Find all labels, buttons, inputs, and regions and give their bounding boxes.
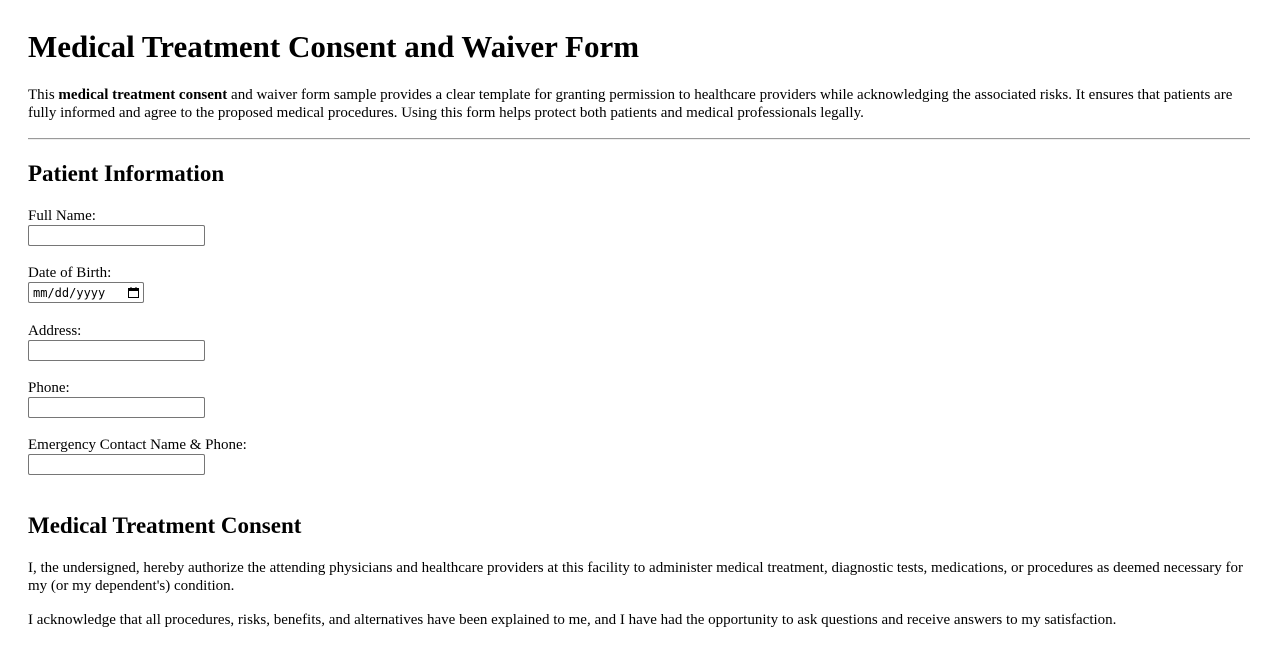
calendar-icon[interactable] xyxy=(128,287,139,298)
emergency-contact-label: Emergency Contact Name & Phone: xyxy=(28,437,247,453)
intro-suffix: and waiver form sample provides a clear template for granting permission to healthcare providers while acknowledging the associated risks. It ensures that patients are fully informed and agree to the proposed medical procedures. Using this form helps protect both patients and medical professionals legally. xyxy=(28,87,1233,121)
consent-heading: Medical Treatment Consent xyxy=(28,513,302,538)
full-name-input[interactable] xyxy=(28,225,205,246)
consent-paragraph: I, the undersigned, hereby authorize the attending physicians and healthcare providers at this facility to administer medical treatment, diagnostic tests, medications, or procedures as deemed necessary for my (or my dependent's) condition. xyxy=(28,560,1243,594)
address-input[interactable] xyxy=(28,340,205,361)
intro-paragraph xyxy=(28,86,1250,122)
section-divider xyxy=(28,138,1250,140)
patient-info-heading: Patient Information xyxy=(28,161,225,186)
page-title: Medical Treatment Consent and Waiver Form xyxy=(28,29,640,64)
intro-bold-term: medical treatment consent xyxy=(58,87,228,103)
phone-input[interactable] xyxy=(28,397,205,418)
address-label: Address: xyxy=(28,323,82,339)
intro-prefix: This xyxy=(28,87,59,103)
dob-label: Date of Birth: xyxy=(28,265,112,281)
dob-placeholder: mm/dd/yyyy xyxy=(33,285,106,300)
acknowledgement-paragraph: I acknowledge that all procedures, risks, benefits, and alternatives have been explained to me, and I have had the opportunity to ask questions and receive answers to my satisfaction. xyxy=(28,612,1117,628)
emergency-contact-input[interactable] xyxy=(28,454,205,475)
full-name-label: Full Name: xyxy=(28,208,96,224)
dob-input[interactable] xyxy=(28,282,144,303)
phone-label: Phone: xyxy=(28,380,70,396)
